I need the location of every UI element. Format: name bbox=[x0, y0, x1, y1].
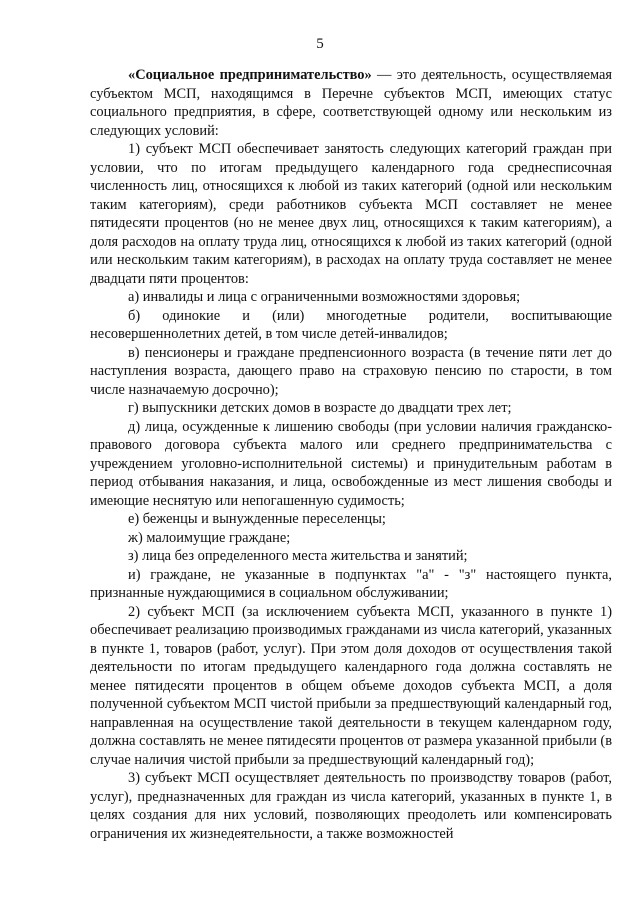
defined-term: «Социальное предпринимательство» bbox=[128, 67, 372, 83]
paragraph-item-z: з) лица без определенного места жительства и занятий; bbox=[128, 548, 468, 564]
page-number: 5 bbox=[316, 36, 324, 52]
definition-paragraph bbox=[90, 66, 612, 140]
paragraph-item-i: и) граждане, не указанные в подпунктах "а" - "з" настоящего пункта, признанные нуждающимися в социальном обслуживании; bbox=[90, 566, 612, 601]
paragraph-condition-1: 1) субъект МСП обеспечивает занятость следующих категорий граждан при условии, что по итогам предыдущего календарного года среднесписочная численность лиц, относящихся к любой из таких категорий (одной или нескольким таким категориям), среди работников субъекта МСП составляет не менее пятидесяти процентов (но не менее двух лиц, относящихся к таким категориям), а доля расходов на оплату труда лиц, относящихся к любой из таких категорий (одной или нескольким таким категориям), в расходах на оплату труда составляет не менее двадцати пяти процентов: bbox=[90, 141, 612, 287]
document-body bbox=[90, 66, 612, 843]
paragraph-condition-3: 3) субъект МСП осуществляет деятельность по производству товаров (работ, услуг), предназначенных для граждан из числа категорий, указанных в пункте 1, в целях создания для них условий, позволяющих преодолеть или компенсировать ограничения их жизнедеятельности, а также возможностей bbox=[90, 770, 612, 842]
paragraph-item-d: д) лица, осужденные к лишению свободы (при условии наличия гражданско-правового договора субъекта малого или среднего предпринимательства с учреждением уголовно-исполнительной системы) и принудительным работам в период отбывания наказания, и лица, освобожденные из мест лишения свободы и имеющие неснятую или непогашенную судимость; bbox=[90, 418, 612, 509]
paragraph-condition-2: 2) субъект МСП (за исключением субъекта МСП, указанного в пункте 1) обеспечивает реализацию производимых гражданами из числа категорий, указанных в пункте 1, товаров (работ, услуг). При этом доля доходов от осуществления такой деятельности по итогам предыдущего календарного года должна составлять не менее пятидесяти процентов в общем объеме доходов субъекта МСП, а доля полученной субъектом МСП чистой прибыли за предшествующий календарный год, направленная на осуществление такой деятельности в текущем календарном году, должна составлять не менее пятидесяти процентов от размера указанной прибыли (в случае наличия чистой прибыли за предшествующий календарный год); bbox=[90, 603, 612, 768]
definition-text: — это деятельность, осуществляемая субъектом МСП, находящимся в Перечне субъектов МСП, имеющих статус социального предприятия, в сфере, соответствующей одному или нескольким из следующих условий: bbox=[90, 67, 612, 139]
paragraph-item-a: а) инвалиды и лица с ограниченными возможностями здоровья; bbox=[128, 289, 521, 305]
paragraph-item-g: г) выпускники детских домов в возрасте до двадцати трех лет; bbox=[128, 400, 512, 416]
paragraph-item-v: в) пенсионеры и граждане предпенсионного возраста (в течение пяти лет до наступления возраста, дающего право на страховую пенсию по старости, в том числе назначаемую досрочно); bbox=[90, 344, 612, 398]
paragraph-item-b: б) одинокие и (или) многодетные родители, воспитывающие несовершеннолетних детей, в том числе детей-инвалидов; bbox=[90, 307, 612, 342]
paragraph-item-zh: ж) малоимущие граждане; bbox=[128, 529, 291, 546]
paragraph-item-e: е) беженцы и вынужденные переселенцы; bbox=[128, 511, 386, 527]
